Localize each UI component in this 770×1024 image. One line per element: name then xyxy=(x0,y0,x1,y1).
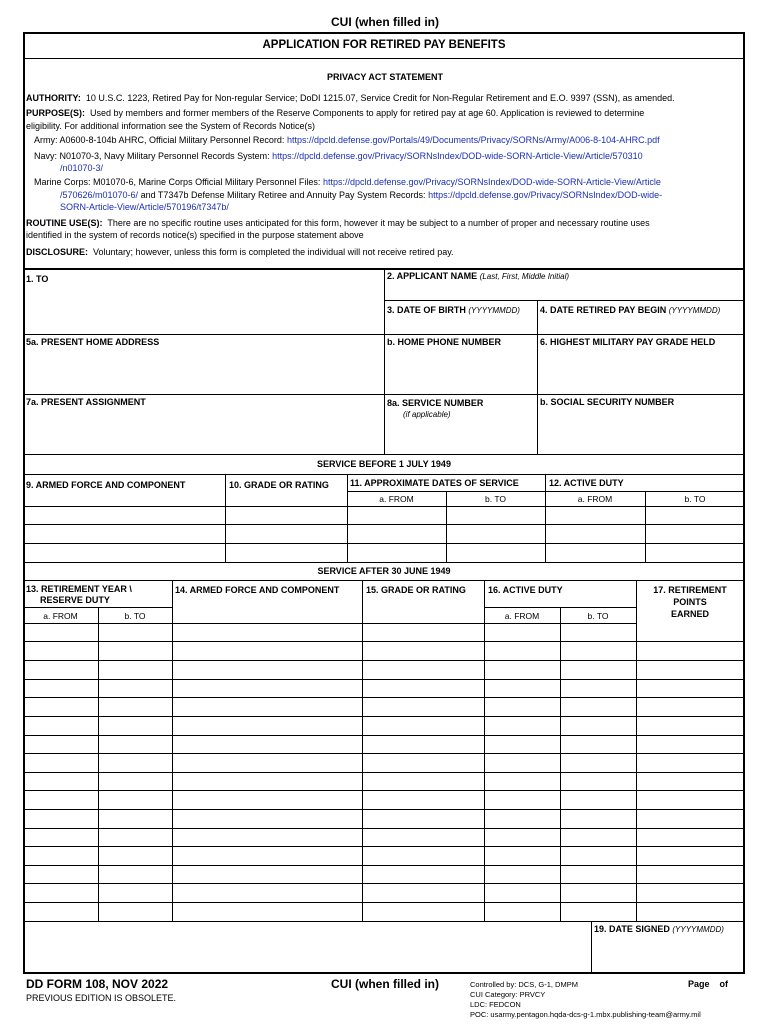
navy-sorn-text: Navy: N01070-3, Navy Military Personnel Records System: xyxy=(34,151,270,161)
purpose-text-2: eligibility. For additional information see the System of Records Notice(s) xyxy=(26,121,315,131)
divider xyxy=(172,580,173,921)
before-1949-heading: SERVICE BEFORE 1 JULY 1949 xyxy=(317,459,451,469)
divider xyxy=(23,58,745,59)
divider xyxy=(23,846,745,847)
purpose-text-1: Used by members and former members of the Reserve Components to apply for retired pay at age 60. Application is reviewed to determine xyxy=(90,108,645,118)
army-sorn-text: Army: A0600-8-104b AHRC, Official Military Personnel Record: xyxy=(34,135,285,145)
divider xyxy=(23,679,745,680)
divider xyxy=(537,300,538,454)
active-duty-label: 12. ACTIVE DUTY xyxy=(549,478,624,488)
divider xyxy=(23,394,745,395)
divider xyxy=(23,865,745,866)
active-from-label: a. FROM xyxy=(577,494,613,504)
divider xyxy=(23,474,745,475)
grade-rating-label: 10. GRADE OR RATING xyxy=(229,480,329,490)
t7347b-link[interactable]: https://dpcld.defense.gov/Privacy/SORNsIndex/DOD-wide- xyxy=(428,190,663,200)
pay-grade-field[interactable] xyxy=(539,350,744,393)
cui-marking-bottom: CUI (when filled in) xyxy=(331,977,439,991)
ssn-label: b. SOCIAL SECURITY NUMBER xyxy=(540,397,675,407)
divider xyxy=(384,300,745,301)
divider xyxy=(23,809,745,810)
marine-sorn-line xyxy=(34,176,661,188)
retired-pay-date-title: 4. DATE RETIRED PAY BEGIN xyxy=(540,305,667,315)
routine-text-1: There are no specific routine uses anticipated for this form, however it may be subject to a number of proper and necessary routine uses xyxy=(107,218,650,228)
divider xyxy=(23,735,745,736)
approx-to-label: b. TO xyxy=(485,494,506,504)
active-to-label: b. TO xyxy=(684,494,706,504)
active-duty-after-label: 16. ACTIVE DUTY xyxy=(488,585,563,595)
form-title: APPLICATION FOR RETIRED PAY BENEFITS xyxy=(262,39,506,51)
divider xyxy=(23,660,745,661)
divider xyxy=(362,580,363,921)
to-label: 1. TO xyxy=(26,274,49,284)
date-signed-label xyxy=(594,924,724,935)
divider xyxy=(591,921,592,973)
divider xyxy=(23,623,636,624)
date-signed-hint: (YYYYMMDD) xyxy=(672,925,724,934)
t7347b-link-cont[interactable]: SORN-Article-View/Article/570196/t7347b/ xyxy=(60,202,229,212)
army-sorn-line xyxy=(34,134,660,146)
divider xyxy=(23,772,745,773)
reserve-to-label: b. TO xyxy=(124,611,146,621)
approx-from-label: a. FROM xyxy=(379,494,414,504)
authority-line xyxy=(26,92,675,104)
divider xyxy=(23,697,745,698)
retired-pay-date-label xyxy=(540,305,720,316)
army-sorn-link[interactable]: https://dpcld.defense.gov/Portals/49/Documents/Privacy/SORNs/Army/A006-8-104-AHRC.pdf xyxy=(286,135,660,145)
retired-pay-date-field[interactable] xyxy=(539,318,744,333)
authority-text: 10 U.S.C. 1223, Retired Pay for Non-regular Service; DoDI 1215.07, Service Credit for Non-Regular Retirement and E.O. 9397 (SSN), as amended. xyxy=(85,93,675,103)
armed-force-label: 9. ARMED FORCE AND COMPONENT xyxy=(26,480,186,490)
navy-sorn-line xyxy=(34,150,643,162)
ldc: LDC: FEDCON xyxy=(470,1000,521,1009)
disclosure-label: DISCLOSURE: xyxy=(26,247,89,257)
divider xyxy=(98,607,99,921)
retirement-points-label-3: EARNED xyxy=(670,609,709,619)
retired-pay-date-hint: (YYYYMMDD) xyxy=(668,306,721,315)
active-after-from-label: a. FROM xyxy=(504,611,540,621)
purpose-label: PURPOSE(S): xyxy=(26,108,86,118)
to-field[interactable] xyxy=(24,288,382,332)
ssn-field[interactable] xyxy=(539,410,744,453)
reserve-duty-label: RESERVE DUTY xyxy=(40,595,110,605)
divider xyxy=(23,753,745,754)
navy-sorn-link-cont[interactable]: /n01070-3/ xyxy=(60,163,104,173)
home-phone-field[interactable] xyxy=(386,350,536,393)
home-address-field[interactable] xyxy=(24,350,382,393)
applicant-name-field[interactable] xyxy=(386,284,744,299)
page-number: Page of xyxy=(688,979,729,989)
divider xyxy=(23,454,745,455)
divider xyxy=(560,607,561,921)
divider xyxy=(484,607,636,608)
dob-title: 3. DATE OF BIRTH xyxy=(387,305,466,315)
routine-line-1 xyxy=(26,217,650,229)
divider xyxy=(484,580,485,921)
date-signed-title: 19. DATE SIGNED xyxy=(594,924,670,934)
active-after-to-label: b. TO xyxy=(587,611,609,621)
marine-sorn-text: Marine Corps: M01070-6, Marine Corps Official Military Personnel Files: xyxy=(34,177,321,187)
disclosure-text: Voluntary; however, unless this form is completed the individual will not receive retired pay. xyxy=(93,247,454,257)
form-number: DD FORM 108, NOV 2022 xyxy=(26,977,169,991)
dob-label xyxy=(387,305,520,316)
controlled-by: Controlled by: DCS, G-1, DMPM xyxy=(470,980,578,989)
poc: POC: usarmy.pentagon.hqda-dcs-g-1.mbx.publishing-team@army.mil xyxy=(470,1010,701,1019)
retirement-year-label: 13. RETIREMENT YEAR \ xyxy=(26,584,132,594)
applicant-name-label xyxy=(387,271,569,282)
navy-sorn-link[interactable]: https://dpcld.defense.gov/Privacy/SORNsIndex/DOD-wide-SORN-Article-View/Article/570310 xyxy=(272,151,643,161)
divider xyxy=(23,334,745,335)
divider xyxy=(23,902,745,903)
armed-force-after-label: 14. ARMED FORCE AND COMPONENT xyxy=(175,585,340,595)
divider xyxy=(384,269,385,454)
divider xyxy=(23,883,745,884)
dob-field[interactable] xyxy=(386,318,536,333)
reserve-from-label: a. FROM xyxy=(43,611,78,621)
divider xyxy=(23,641,745,642)
divider xyxy=(23,828,745,829)
divider xyxy=(23,607,172,608)
obsolete-notice: PREVIOUS EDITION IS OBSOLETE. xyxy=(26,993,177,1003)
pay-grade-label: 6. HIGHEST MILITARY PAY GRADE HELD xyxy=(540,337,716,347)
divider xyxy=(347,474,348,562)
divider xyxy=(23,524,745,525)
marine-sorn-link[interactable]: https://dpcld.defense.gov/Privacy/SORNsIndex/DOD-wide-SORN-Article-View/Article xyxy=(322,177,661,187)
purpose-line-1 xyxy=(26,107,644,119)
disclosure-line xyxy=(26,246,454,258)
grade-rating-after-label: 15. GRADE OR RATING xyxy=(366,585,466,595)
divider xyxy=(225,474,226,562)
cui-category: CUI Category: PRVCY xyxy=(470,990,546,999)
approx-dates-label: 11. APPROXIMATE DATES OF SERVICE xyxy=(350,478,519,488)
divider xyxy=(545,474,546,562)
retirement-points-label-2: POINTS xyxy=(673,597,707,607)
cui-marking-top: CUI (when filled in) xyxy=(331,15,439,29)
home-phone-label: b. HOME PHONE NUMBER xyxy=(387,337,502,347)
home-address-label: 5a. PRESENT HOME ADDRESS xyxy=(26,337,160,347)
divider xyxy=(23,790,745,791)
privacy-heading: PRIVACY ACT STATEMENT xyxy=(326,72,443,82)
marine-sorn-line-2 xyxy=(60,189,662,201)
divider xyxy=(23,506,745,507)
applicant-name-title: 2. APPLICANT NAME xyxy=(387,271,478,281)
retirement-points-label-1: 17. RETIREMENT xyxy=(653,585,727,595)
present-assignment-label: 7a. PRESENT ASSIGNMENT xyxy=(26,397,146,407)
service-number-field[interactable] xyxy=(386,421,536,453)
applicant-name-hint: (Last, First, Middle Initial) xyxy=(479,272,570,281)
present-assignment-field[interactable] xyxy=(24,410,382,453)
divider xyxy=(23,716,745,717)
service-number-label: 8a. SERVICE NUMBER xyxy=(387,398,484,408)
signature-field[interactable] xyxy=(24,922,590,972)
date-signed-field[interactable] xyxy=(593,937,744,972)
service-number-hint: (if applicable) xyxy=(403,410,451,419)
after-1949-heading: SERVICE AFTER 30 JUNE 1949 xyxy=(317,566,451,576)
divider xyxy=(347,491,745,492)
divider xyxy=(636,580,637,921)
routine-label: ROUTINE USE(S): xyxy=(26,218,103,228)
divider xyxy=(23,543,745,544)
authority-label: AUTHORITY: xyxy=(26,93,81,103)
routine-text-2: identified in the system of records notice(s) specified in the purpose statement above xyxy=(26,230,364,240)
marine-sorn-link-cont[interactable]: /570626/m01070-6/ xyxy=(60,190,139,200)
dob-hint: (YYYYMMDD) xyxy=(468,306,520,315)
divider xyxy=(23,562,745,563)
t7347b-text: and T7347b Defense Military Retiree and Annuity Pay System Records: xyxy=(140,190,426,200)
